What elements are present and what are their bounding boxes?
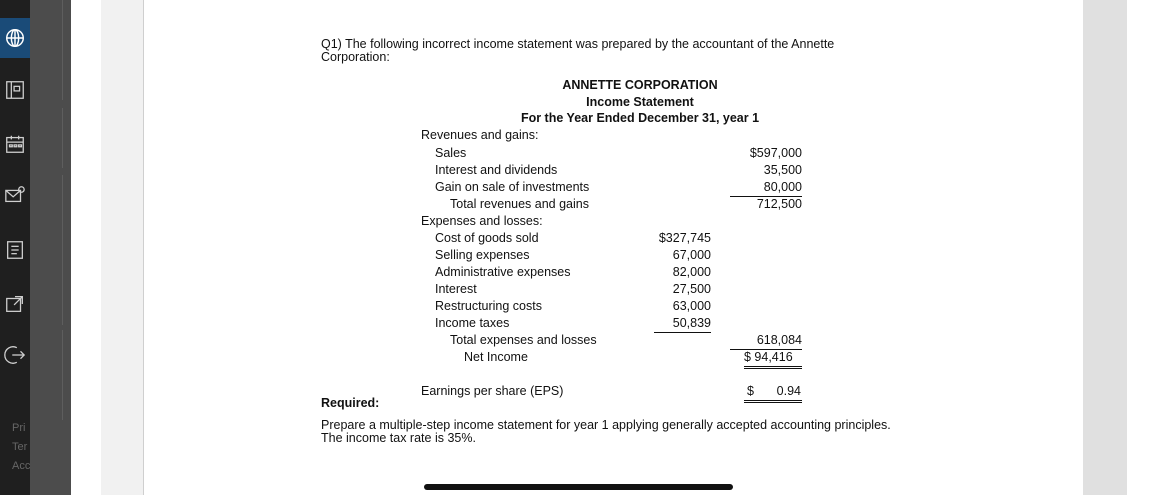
notes-icon[interactable] <box>0 230 30 270</box>
mail-icon[interactable] <box>0 175 30 215</box>
eps-label: Earnings per share (EPS) <box>421 384 564 398</box>
revenue-amount: $597,000 <box>749 146 802 160</box>
question-line-1: Q1) The following incorrect income statement was prepared by the accountant of the Annette <box>321 37 835 51</box>
sidebar-hint-3: Acc <box>12 460 31 472</box>
statement-title: Income Statement <box>586 95 694 109</box>
expense-amount: 82,000 <box>672 265 711 279</box>
total-expenses-amount: 618,084 <box>730 333 802 350</box>
calendar-icon[interactable] <box>0 124 30 164</box>
question-text <box>321 38 881 64</box>
required-line-1: Prepare a multiple-step income statement for year 1 applying generally accepted accounting principles. <box>321 418 891 432</box>
eps-value: 0.94 <box>776 384 801 398</box>
expense-amount: 27,500 <box>672 282 711 296</box>
expenses-header: Expenses and losses: <box>421 214 543 228</box>
app-bar <box>0 0 30 495</box>
required-label: Required: <box>321 396 380 410</box>
expense-label: Administrative expenses <box>435 265 571 279</box>
total-revenues-label: Total revenues and gains <box>450 197 589 211</box>
sign-out-icon[interactable] <box>0 335 30 375</box>
revenue-label: Gain on sale of investments <box>435 180 590 194</box>
total-revenues-amount: 712,500 <box>756 197 802 211</box>
net-income-amount: $ 94,416 <box>744 350 802 369</box>
expense-label: Interest <box>435 282 477 296</box>
sidebar-hint-1: Pri <box>12 422 26 434</box>
share-icon[interactable] <box>0 284 30 324</box>
expense-amount: 50,839 <box>654 316 711 333</box>
company-name: ANNETTE CORPORATION <box>562 78 718 92</box>
statement-period: For the Year Ended December 31, year 1 <box>520 111 760 125</box>
eps-dollar-sign: $ <box>747 384 754 398</box>
question-line-2: Corporation: <box>321 50 390 64</box>
document-panel-icon[interactable] <box>0 70 30 110</box>
right-scroll-area[interactable] <box>1083 0 1127 495</box>
expense-amount: 67,000 <box>672 248 711 262</box>
globe-icon[interactable] <box>0 18 30 58</box>
revenue-amount: 80,000 <box>730 180 802 197</box>
total-expenses-label: Total expenses and losses <box>450 333 597 347</box>
net-income-label: Net Income <box>464 350 528 364</box>
revenues-header: Revenues and gains: <box>421 128 539 142</box>
nav-pane <box>30 0 71 495</box>
sidebar-hint-2: Ter <box>12 441 28 453</box>
expense-amount: $327,745 <box>658 231 711 245</box>
horizontal-scrollbar[interactable] <box>424 484 733 490</box>
required-line-2: The income tax rate is 35%. <box>321 431 476 445</box>
revenue-label: Interest and dividends <box>435 163 558 177</box>
eps-amount <box>744 384 802 403</box>
expense-label: Selling expenses <box>435 248 530 262</box>
revenue-label: Sales <box>435 146 467 160</box>
expense-amount: 63,000 <box>672 299 711 313</box>
expense-label: Restructuring costs <box>435 299 542 313</box>
required-text <box>321 419 921 445</box>
expense-label: Income taxes <box>435 316 510 330</box>
revenue-amount: 35,500 <box>763 163 802 177</box>
expense-label: Cost of goods sold <box>435 231 539 245</box>
